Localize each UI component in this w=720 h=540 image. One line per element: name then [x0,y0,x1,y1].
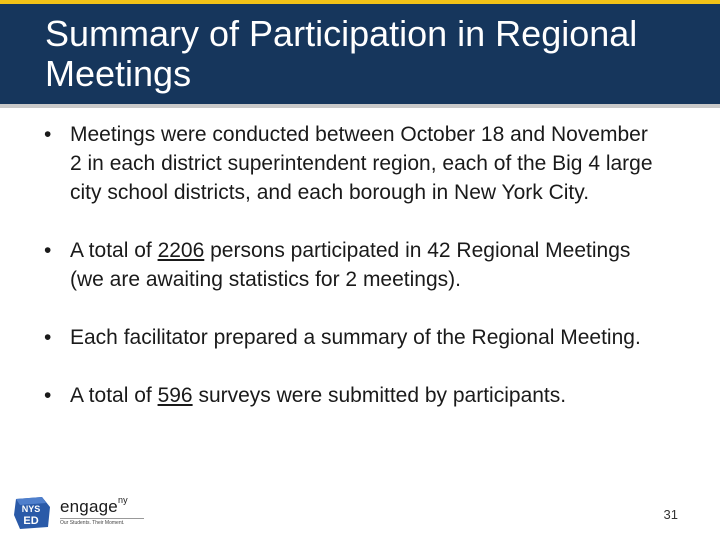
nysed-badge-icon [12,495,52,531]
accent-stripe [0,0,720,4]
engageny-logo [12,495,142,531]
bullet-marker: • [44,326,52,349]
bullet-text-after: persons participated in 42 Regional Meetings (we are awaiting statistics for 2 meetings). [70,239,631,291]
engage-word: engage [60,497,118,516]
bullet-item [44,236,664,294]
bullet-text-after: surveys were submitted by participants. [192,384,567,407]
participant-count: 2206 [157,239,205,262]
survey-count: 596 [157,384,193,407]
engage-superscript: ny [117,495,128,505]
bullet-text-before: A total of [70,384,158,407]
title-bar [0,0,720,108]
bullet-list [44,120,664,439]
bullet-text-before: A total of [70,239,158,262]
badge-text-mid: ED [23,515,39,527]
bullet-item [44,323,664,352]
slide-title: Summary of Participation in Regional Meetings [45,13,638,94]
bullet-marker: • [44,123,52,146]
bullet-text: Meetings were conducted between October 18 and November 2 in each district superintendent region, each of the Big 4 large city school districts, and each borough in New York City. [70,123,653,204]
badge-text-top: NYS [21,504,41,514]
engage-tagline: Our Students. Their Moment. [60,518,144,526]
bullet-marker: • [44,239,52,262]
bullet-text: Each facilitator prepared a summary of the Regional Meeting. [70,326,641,349]
bullet-item [44,120,664,207]
page-number: 31 [663,507,678,522]
bullet-item [44,381,664,410]
bullet-marker: • [44,384,52,407]
engage-wordmark [60,497,128,517]
